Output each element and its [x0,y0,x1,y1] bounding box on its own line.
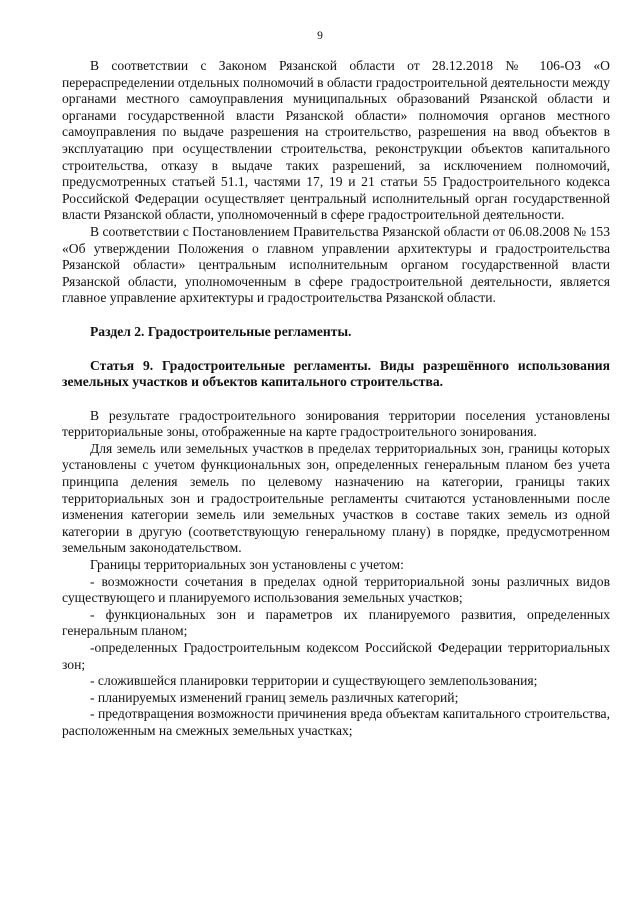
list-item: -определенных Градостроительным кодексом Российской Федерации территориальных зон; [62,640,610,672]
section-heading: Раздел 2. Градостроительные регламенты. [90,323,352,339]
list-item: - функциональных зон и параметров их планируемого развития, определенных генеральным планом; [62,606,610,639]
paragraph-boundaries-intro: Границы территориальных зон установлены с учетом: [90,557,404,573]
paragraph-resolution-153: В соответствии с Постановлением Правительства Рязанской области от 06.08.2008 № 153 «Об утверждении Положения о главном управлении архитектуры и градостроительства Рязанской области» центральным исполнительным органом государственной власти Рязанской области, уполномоченным в сфере градостроительной деятельности, является главное управление архитектуры и градостроительства Рязанской области. [62,223,610,306]
list-item: - возможности сочетания в пределах одной территориальной зоны различных видов существующего и планируемого использования земельных участков; [62,573,610,606]
list-item: - планируемых изменений границ земель различных категорий; [90,689,459,705]
article-heading: Статья 9. Градостроительные регламенты. Виды разрешённого использования земельных участков и объектов капитального строительства. [62,357,610,390]
paragraph-land-plots: Для земель или земельных участков в пределах территориальных зон, границы которых установлены с учетом функциональных зон, определенных генеральным планом без учета принципа деления земель по целевому назначению на категории, границы таких территориальных зон и градостроительные регламенты считаются установленными после изменения категории земель или земельных участков в составе таких земель из одной категории в другую (соответствующую генеральному плану) в порядке, предусмотренном земельным законодательством. [62,440,610,556]
paragraph-law-106-oz: В соответствии с Законом Рязанской области от 28.12.2018 № 106-ОЗ «О перераспределении отдельных полномочий в области градостроительной деятельности между органами местного самоуправления муниципальных образований Рязанской области и органами государственной власти Рязанской области» полномочия органов местного самоуправления по выдаче разрешения на строительство, разрешения на ввод объектов в эксплуатацию при осуществлении строительства, реконструкции объектов капитального строительства, отказу в выдаче таких разрешений, за исключением полномочий, предусмотренных статьей 51.1, частями 17, 19 и 21 статьи 55 Градостроительного кодекса Российской Федерации осуществляет центральный исполнительный орган государственной власти Рязанской области, уполномоченный в сфере градостроительной деятельности. [62,58,610,223]
list-item: - сложившейся планировки территории и существующего землепользования; [90,673,538,689]
list-item: - предотвращения возможности причинения вреда объектам капитального строительства, расположенным на смежных земельных участках; [62,706,610,738]
paragraph-zoning-result: В результате градостроительного зонирования территории поселения установлены территориальные зоны, отображенные на карте градостроительного зонирования. [62,407,610,440]
document-body [62,58,610,740]
page-number: 9 [317,30,323,42]
